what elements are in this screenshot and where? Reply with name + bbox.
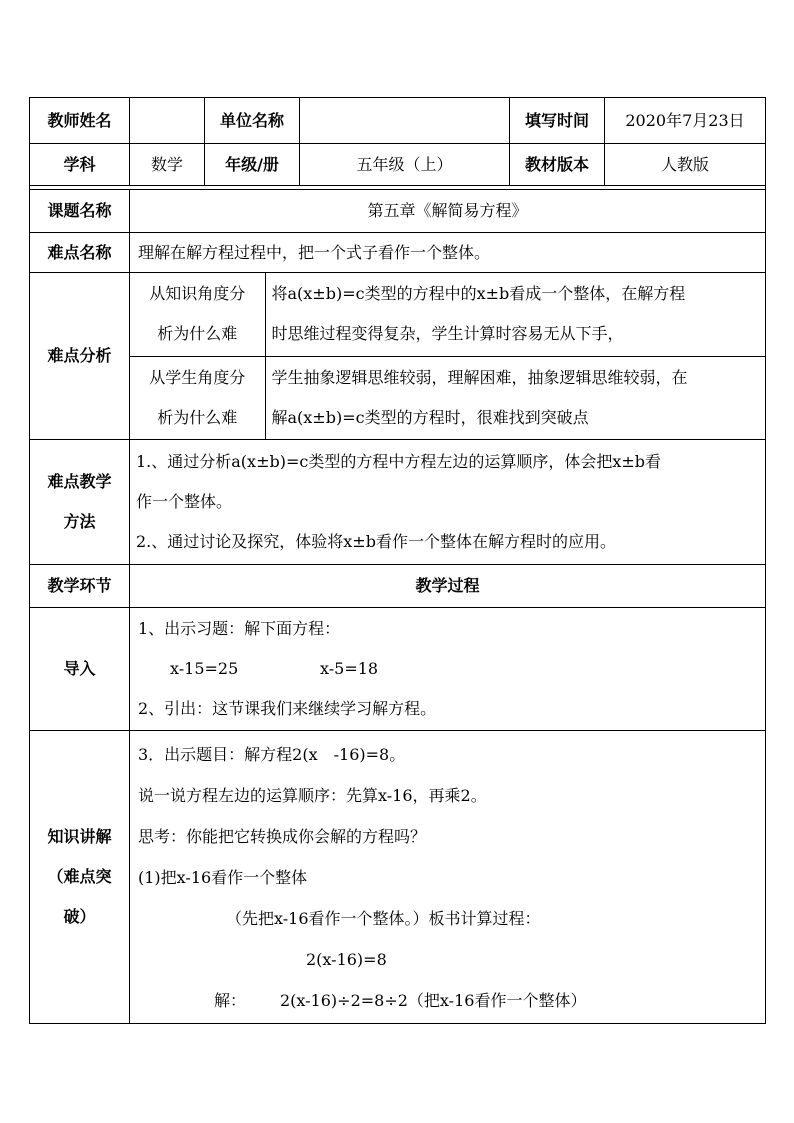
student-text-2: 解a(x±b)=c类型的方程时，很难找到突破点 xyxy=(271,407,589,427)
date-value: 2020年7月23日 xyxy=(605,98,766,144)
intro-eq-2: x-5=18 xyxy=(320,659,379,678)
edition-value: 人教版 xyxy=(605,144,766,186)
lesson-plan-sheet xyxy=(29,97,766,1024)
intro-content xyxy=(130,608,766,731)
topic-label: 课题名称 xyxy=(30,190,130,233)
method-line-1: 1.、通过分析a(x±b)=c类型的方程中方程左边的运算顺序，体会把x±b看 xyxy=(136,452,662,471)
lecture-line-4: (1)把x-16看作一个整体 xyxy=(138,867,308,887)
lecture-line-1: 3．出示题目：解方程2(x -16)=8。 xyxy=(138,744,406,764)
intro-line-1: 1、出示习题：解下面方程： xyxy=(138,619,341,638)
process-header-value: 教学过程 xyxy=(130,565,766,608)
lecture-label-1: 知识讲解 xyxy=(47,827,112,846)
lecture-label-3: 破） xyxy=(63,907,96,926)
lecture-line-3: 思考：你能把它转换成你会解的方程吗？ xyxy=(138,826,427,846)
analysis-row xyxy=(30,273,766,440)
lecture-row xyxy=(30,731,766,1024)
teacher-value xyxy=(130,98,205,144)
header-row-1 xyxy=(30,98,766,144)
method-label xyxy=(30,440,130,565)
process-header-label: 教学环节 xyxy=(30,565,130,608)
student-angle-label xyxy=(130,356,265,439)
knowledge-text-2: 时思维过程变得复杂，学生计算时容易无从下手， xyxy=(271,324,624,344)
unit-value xyxy=(300,98,510,144)
difficulty-row xyxy=(30,233,766,273)
intro-equations xyxy=(138,649,765,689)
lecture-line-7-b: 2(x-16)÷2=8÷2（把x-16看作一个整体） xyxy=(280,990,587,1010)
grade-label: 年级/册 xyxy=(205,144,300,186)
analysis-content xyxy=(130,273,766,440)
date-label: 填写时间 xyxy=(510,98,605,144)
intro-line-3: 2、引出：这节课我们来继续学习解方程。 xyxy=(138,699,437,718)
knowledge-angle-label-1: 从知识角度分 xyxy=(149,284,246,304)
method-label-1: 难点教学 xyxy=(47,472,112,491)
student-angle-label-2: 析为什么难 xyxy=(157,407,238,427)
subject-label: 学科 xyxy=(30,144,130,186)
lesson-plan-table xyxy=(29,97,766,1024)
method-row xyxy=(30,440,766,565)
lecture-line-7-a: 解： xyxy=(214,990,247,1010)
method-line-3: 2.、通过讨论及探究，体验将x±b看作一个整体在解方程时的应用。 xyxy=(136,532,616,551)
lecture-line-2: 说一说方程左边的运算顺序：先算x-16，再乘2。 xyxy=(138,785,487,805)
knowledge-angle-text xyxy=(265,273,765,356)
topic-row xyxy=(30,190,766,233)
knowledge-angle-label xyxy=(130,273,265,356)
method-label-2: 方法 xyxy=(63,512,96,531)
lecture-label-2: （难点突 xyxy=(47,867,112,886)
knowledge-angle-label-2: 析为什么难 xyxy=(157,324,238,344)
unit-label: 单位名称 xyxy=(205,98,300,144)
intro-eq-1: x-15=25 xyxy=(170,659,239,678)
lecture-line-7 xyxy=(138,980,765,1021)
lecture-content xyxy=(130,731,766,1024)
grade-value: 五年级（上） xyxy=(300,144,510,186)
analysis-label: 难点分析 xyxy=(30,273,130,440)
header-row-2 xyxy=(30,144,766,186)
analysis-inner-table xyxy=(130,273,765,439)
edition-label: 教材版本 xyxy=(510,144,605,186)
student-angle-label-1: 从学生角度分 xyxy=(149,367,246,387)
student-text-1: 学生抽象逻辑思维较弱，理解困难，抽象逻辑思维较弱，在 xyxy=(271,367,688,387)
knowledge-text-1: 将a(x±b)=c类型的方程中的x±b看成一个整体，在解方程 xyxy=(271,284,686,304)
intro-label: 导入 xyxy=(30,608,130,731)
difficulty-label: 难点名称 xyxy=(30,233,130,273)
lecture-line-5: （先把x-16看作一个整体。）板书计算过程： xyxy=(226,908,541,928)
topic-value: 第五章《解简易方程》 xyxy=(130,190,766,233)
teacher-label: 教师姓名 xyxy=(30,98,130,144)
method-content xyxy=(130,440,766,565)
method-line-2: 作一个整体。 xyxy=(136,492,233,511)
intro-row xyxy=(30,608,766,731)
lecture-line-6: 2(x-16)=8 xyxy=(306,949,387,969)
process-header-row xyxy=(30,565,766,608)
lecture-label xyxy=(30,731,130,1024)
student-angle-text xyxy=(265,356,765,439)
subject-value: 数学 xyxy=(130,144,205,186)
difficulty-value: 理解在解方程过程中，把一个式子看作一个整体。 xyxy=(130,233,766,273)
